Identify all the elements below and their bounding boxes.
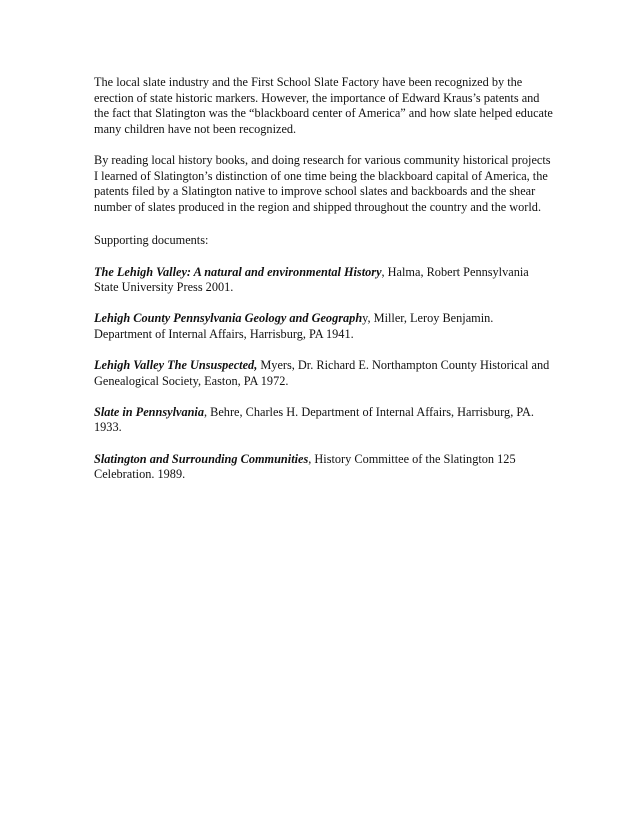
- reference-details: , History Committee of the Slatington 125 Celebration. 1989.: [94, 451, 516, 482]
- reference-details: Myers, Dr. Richard E. Northampton County Historical and Genealogical Society, Easton, PA 1972.: [94, 358, 550, 388]
- reference-title: Slate in Pennsylvania: [94, 404, 204, 419]
- reference-details: , Behre, Charles H. Department of Internal Affairs, Harrisburg, PA. 1933.: [94, 404, 535, 435]
- reference-details: , Halma, Robert Pennsylvania State University Press 2001.: [94, 264, 529, 295]
- document-body: [94, 75, 554, 498]
- intro-paragraph: The local slate industry and the First School Slate Factory have been recognized by the erection of state historic markers. However, the importance of Edward Kraus’s patents and the fact that Slatington was the “blackboard center of America” and how slate helped educate many children have not been recognized.: [94, 75, 553, 136]
- reference-title: The Lehigh Valley: A natural and environmental History: [94, 264, 382, 279]
- reference-title: Slatington and Surrounding Communities: [94, 451, 309, 466]
- reference-item: [94, 265, 554, 296]
- reference-item: [94, 452, 554, 483]
- reference-title: Lehigh County Pennsylvania Geology and Geograph: [94, 311, 363, 326]
- reference-item: [94, 311, 554, 342]
- reference-details: y, Miller, Leroy Benjamin. Department of Internal Affairs, Harrisburg, PA 1941.: [94, 311, 494, 341]
- supporting-documents-heading: Supporting documents:: [94, 233, 209, 248]
- research-paragraph: By reading local history books, and doing research for various community historical projects I learned of Slatington’s distinction of one time being the blackboard capital of America, the patents filed by a Slatington native to improve school slates and backboards and the shear number of slates produced in the region and shipped throughout the country and the world.: [94, 152, 551, 214]
- reference-item: [94, 405, 554, 436]
- reference-title: Lehigh Valley The Unsuspected,: [94, 358, 258, 373]
- reference-item: [94, 358, 554, 389]
